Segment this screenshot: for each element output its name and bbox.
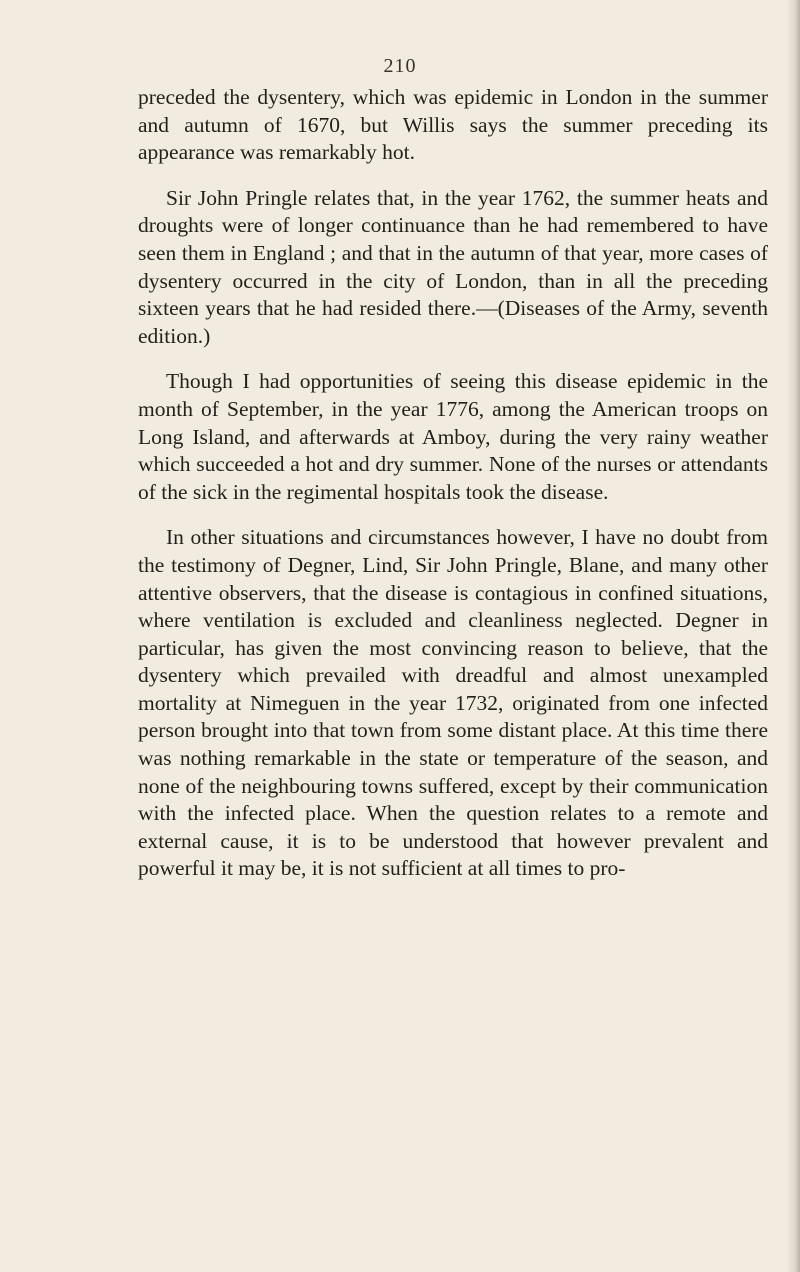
body-text bbox=[138, 84, 768, 883]
paragraph-1: preceded the dysentery, which was epidemic in London in the summer and autumn of 1670, but Willis says the summer preceding its appearance was remarkably hot. bbox=[138, 85, 768, 165]
page-edge-shadow bbox=[786, 0, 800, 1272]
paragraph-4: In other situations and circumstances however, I have no doubt from the testimony of Degner, Lind, Sir John Pringle, Blane, and many other attentive observers, that the disease is contagious in confined situations, where ventilation is excluded and cleanliness neglected. Degner in particular, has given the most convincing reason to believe, that the dysentery which prevailed with dreadful and almost unexampled mortality at Nimeguen in the year 1732, originated from one infected person brought into that town from some distant place. At this time there was nothing remarkable in the state or temperature of the season, and none of the neighbouring towns suffered, except by their communication with the infected place. When the question relates to a remote and external cause, it is to be understood that however prevalent and powerful it may be, it is not sufficient at all times to pro- bbox=[138, 525, 768, 881]
page-number: 210 bbox=[383, 55, 417, 77]
paragraph-2: Sir John Pringle relates that, in the year 1762, the summer heats and droughts were of longer continuance than he had remembered to have seen them in England ; and that in the autumn of that year, more cases of dysentery occurred in the city of London, than in all the preceding sixteen years that he had resided there.—(Diseases of the Army, seventh edition.) bbox=[138, 185, 768, 348]
paragraph-3: Though I had opportunities of seeing this disease epidemic in the month of September, in the year 1776, among the American troops on Long Island, and afterwards at Amboy, during the very rainy weather which succeeded a hot and dry summer. None of the nurses or attendants of the sick in the regimental hospitals took the disease. bbox=[138, 369, 768, 504]
